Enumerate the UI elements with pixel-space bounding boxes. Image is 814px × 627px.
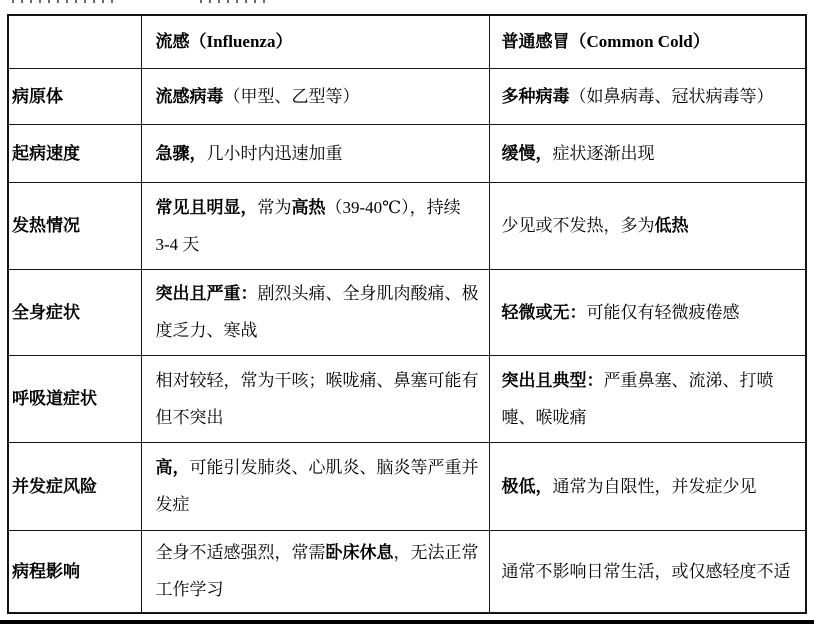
- body-text: 严重鼻塞、流涕、打喷嚏、喉咙痛: [501, 370, 774, 427]
- flu-cell: [141, 269, 489, 355]
- table-row: [8, 355, 806, 442]
- row-label: 并发症风险: [8, 442, 141, 530]
- emphasis-text: 突出且典型：: [501, 370, 604, 390]
- cold-cell: [489, 124, 806, 182]
- flu-cell: [141, 530, 489, 613]
- flu-cell: [141, 355, 489, 442]
- table-row: [8, 182, 806, 269]
- emphasis-text: 缓慢，: [501, 143, 553, 163]
- body-text: 症状逐渐出现: [552, 143, 655, 163]
- body-text: 可能仅有轻微疲倦感: [586, 302, 740, 322]
- table-row: [8, 530, 806, 613]
- emphasis-text: 急骤，: [155, 143, 207, 163]
- table-body: [8, 68, 806, 613]
- body-text: 少见或不发热，多为: [501, 216, 655, 235]
- flu-cell: [141, 182, 489, 269]
- cold-cell: [489, 182, 806, 269]
- emphasis-text: 流感病毒: [155, 86, 224, 106]
- bottom-divider: [0, 620, 814, 624]
- emphasis-text: 低热: [654, 216, 689, 235]
- emphasis-text: 高热: [291, 197, 326, 217]
- body-text: （甲型、乙型等）: [223, 86, 360, 106]
- body-text: 全身不适感强烈，常需: [155, 543, 326, 563]
- header-row: [8, 15, 806, 68]
- table-row: [8, 68, 806, 124]
- emphasis-text: 轻微或无：: [501, 302, 587, 322]
- cropped-text-remnant: [200, 0, 266, 3]
- cold-cell: [489, 530, 806, 613]
- emphasis-text: 常见且明显，: [155, 197, 258, 217]
- body-text: 通常不影响日常生活，或仅感轻度不适: [501, 561, 791, 581]
- cold-cell: [489, 442, 806, 530]
- emphasis-text: 高，: [155, 458, 190, 477]
- table-row: [8, 269, 806, 355]
- table-row: [8, 124, 806, 182]
- row-label: 呼吸道症状: [8, 355, 141, 442]
- body-text: （如鼻病毒、冠状病毒等）: [569, 86, 774, 106]
- corner-cell: [8, 15, 141, 68]
- body-text: 几小时内迅速加重: [206, 143, 343, 163]
- row-label: 病原体: [8, 68, 141, 124]
- flu-cell: [141, 68, 489, 124]
- cropped-text-remnant: [12, 0, 120, 3]
- row-label: 发热情况: [8, 182, 141, 269]
- body-text: 可能引发肺炎、心肌炎、脑炎等严重并发症: [155, 458, 479, 514]
- flu-cell: [141, 442, 489, 530]
- body-text: ，无法正常工作学习: [155, 543, 479, 600]
- emphasis-text: 极低，: [501, 476, 553, 496]
- table-row: [8, 442, 806, 530]
- emphasis-text: 多种病毒: [501, 86, 570, 106]
- body-text: 通常为自限性，并发症少见: [552, 476, 757, 496]
- flu-cell: [141, 124, 489, 182]
- body-text: 剧烈头痛、全身肌肉酸痛、极度乏力、寒战: [155, 284, 479, 340]
- column-header-influenza: 流感（Influenza）: [141, 15, 489, 68]
- row-label: 全身症状: [8, 269, 141, 355]
- cold-cell: [489, 68, 806, 124]
- emphasis-text: 突出且严重：: [155, 284, 258, 303]
- cold-cell: [489, 269, 806, 355]
- row-label: 病程影响: [8, 530, 141, 613]
- cold-cell: [489, 355, 806, 442]
- body-text: 常为: [257, 197, 292, 217]
- body-text: 相对较轻，常为干咳；喉咙痛、鼻塞可能有但不突出: [155, 370, 479, 427]
- flu-vs-cold-comparison-table: [7, 14, 807, 614]
- comparison-table-wrapper: [7, 14, 807, 614]
- column-header-common-cold: 普通感冒（Common Cold）: [489, 15, 806, 68]
- body-text: （39-40℃），持续 3-4 天: [155, 197, 461, 254]
- table-header: [8, 15, 806, 68]
- emphasis-text: 卧床休息: [325, 543, 394, 563]
- row-label: 起病速度: [8, 124, 141, 182]
